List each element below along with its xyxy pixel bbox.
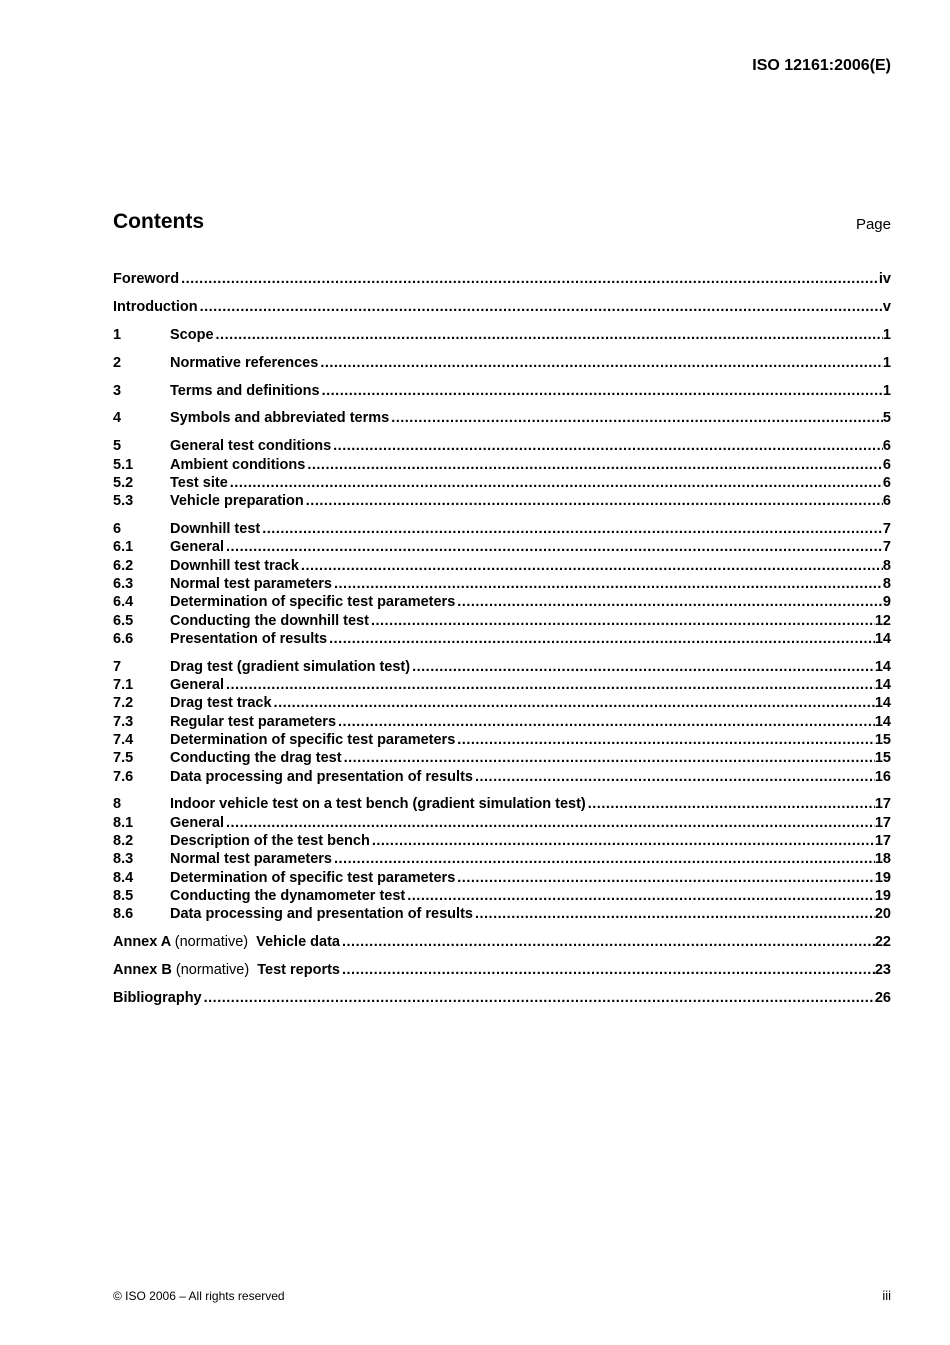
- toc-section-title: Conducting the downhill test: [170, 612, 369, 629]
- toc-entry[interactable]: [113, 456, 891, 474]
- toc-page-number: 8: [882, 576, 891, 593]
- toc-section-title: Normal test parameters: [170, 851, 332, 868]
- toc-section-number: 8.1: [113, 814, 134, 831]
- toc-dot-leader: [586, 795, 875, 813]
- toc-dot-leader: [332, 850, 875, 868]
- toc-section-title: Ambient conditions: [170, 456, 306, 473]
- toc-section-number: 8.4: [113, 869, 134, 886]
- annex-name: Test reports: [257, 962, 340, 979]
- toc-entry[interactable]: [113, 658, 891, 676]
- toc-page-number: 15: [874, 731, 891, 748]
- toc-page-number: 6: [882, 474, 891, 491]
- toc-dot-leader: [473, 768, 875, 786]
- toc-page-number: 17: [874, 833, 891, 850]
- toc-dot-leader: [198, 298, 883, 316]
- toc-section-number: 7.4: [113, 731, 134, 748]
- toc-page-number: 14: [874, 713, 891, 730]
- toc-annex-title: [113, 961, 340, 979]
- toc-section-title: Introduction: [113, 298, 198, 315]
- toc-section-title: Presentation of results: [170, 630, 328, 647]
- toc-page-number: 6: [882, 438, 891, 455]
- toc-section-title: General: [170, 677, 224, 694]
- toc-entry[interactable]: [113, 814, 891, 832]
- toc-dot-leader: [304, 492, 883, 510]
- toc-section-title: Terms and definitions: [170, 382, 320, 399]
- toc-dot-leader: [340, 933, 875, 951]
- toc-entry[interactable]: [113, 795, 891, 813]
- toc-page-number: 8: [882, 557, 891, 574]
- toc-section-number: 7.1: [113, 677, 134, 694]
- toc-section-title: General: [170, 814, 224, 831]
- toc-page-number: 17: [874, 814, 891, 831]
- toc-section-number: 8: [113, 796, 122, 813]
- toc-section-title: Downhill test track: [170, 557, 299, 574]
- toc-page-number: 7: [882, 521, 891, 538]
- toc-page-number: 7: [882, 539, 891, 556]
- toc-dot-leader: [336, 713, 875, 731]
- toc-section-title: Vehicle preparation: [170, 493, 304, 510]
- toc-dot-leader: [272, 694, 875, 712]
- toc-section-number: 6.1: [113, 539, 134, 556]
- toc-entry[interactable]: [113, 713, 891, 731]
- toc-section-title: Description of the test bench: [170, 833, 370, 850]
- toc-dot-leader: [342, 749, 875, 767]
- toc-entry-annex[interactable]: [113, 933, 891, 951]
- toc-page-number: 14: [874, 630, 891, 647]
- toc-entry[interactable]: [113, 538, 891, 556]
- toc-entry[interactable]: [113, 676, 891, 694]
- contents-title: Contents: [113, 210, 204, 233]
- toc-page-number: 18: [874, 851, 891, 868]
- toc-dot-leader: [332, 575, 883, 593]
- toc-section-number: 5: [113, 438, 122, 455]
- toc-section-number: 7.3: [113, 713, 134, 730]
- toc-section-number: 6.2: [113, 557, 134, 574]
- toc-section-title: Symbols and abbreviated terms: [170, 410, 390, 427]
- toc-dot-leader: [202, 989, 875, 1007]
- toc-dot-leader: [340, 961, 875, 979]
- toc-section-number: 6.6: [113, 630, 134, 647]
- toc-dot-leader: [260, 520, 883, 538]
- toc-page-number: 6: [882, 456, 891, 473]
- toc-dot-leader: [318, 354, 883, 372]
- toc-annex-title: [113, 933, 340, 951]
- toc-dot-leader: [320, 382, 883, 400]
- toc-entry[interactable]: [113, 382, 891, 400]
- annex-label: Annex A: [113, 934, 171, 951]
- toc-dot-leader: [305, 456, 883, 474]
- toc-page-number: 23: [874, 962, 891, 979]
- toc-section-number: 5.2: [113, 474, 134, 491]
- toc-dot-leader: [405, 887, 875, 905]
- toc-section-title: Normative references: [170, 354, 319, 371]
- toc-dot-leader: [455, 731, 875, 749]
- toc-section-title: General: [170, 539, 224, 556]
- toc-entry-bibliography[interactable]: [113, 989, 891, 1007]
- toc-section-title: Determination of specific test parameters: [170, 869, 456, 886]
- toc-dot-leader: [473, 905, 875, 923]
- footer-page-number: iii: [882, 1288, 891, 1303]
- toc-dot-leader: [224, 814, 875, 832]
- toc-page-number: 6: [882, 493, 891, 510]
- toc-section-number: 2: [113, 354, 122, 371]
- toc-section-number: 7.2: [113, 695, 134, 712]
- toc-entry[interactable]: [113, 694, 891, 712]
- toc-section-number: 7: [113, 658, 122, 675]
- toc-section-title: Determination of specific test parameters: [170, 594, 456, 611]
- toc-page-number: 1: [882, 326, 891, 343]
- toc-dot-leader: [224, 538, 883, 556]
- toc-section-title: General test conditions: [170, 438, 332, 455]
- toc-entry[interactable]: [113, 409, 891, 427]
- toc-entry-annex[interactable]: [113, 961, 891, 979]
- toc-section-number: 6.5: [113, 612, 134, 629]
- toc-entry[interactable]: [113, 575, 891, 593]
- toc-section-title: Drag test (gradient simulation test): [170, 658, 411, 675]
- toc-entry[interactable]: [113, 768, 891, 786]
- toc-section-number: 6.3: [113, 576, 134, 593]
- toc-dot-leader: [455, 869, 875, 887]
- toc-page-number: 1: [882, 354, 891, 371]
- footer-copyright: © ISO 2006 – All rights reserved: [113, 1289, 285, 1303]
- toc-section-title: Data processing and presentation of results: [170, 906, 473, 923]
- toc-entry[interactable]: [113, 492, 891, 510]
- page-column-label: Page: [855, 216, 891, 233]
- toc-page-number: 9: [882, 594, 891, 611]
- toc-dot-leader: [228, 474, 883, 492]
- toc-dot-leader: [224, 676, 875, 694]
- toc-section-number: 8.3: [113, 851, 134, 868]
- toc-section-number: 3: [113, 382, 122, 399]
- toc-page-number: iv: [878, 271, 891, 287]
- toc-dot-leader: [455, 593, 883, 611]
- toc-entry[interactable]: [113, 630, 891, 648]
- toc-page-number: 14: [874, 695, 891, 712]
- toc-page-number: 17: [874, 796, 891, 813]
- toc-section-title: Downhill test: [170, 521, 261, 538]
- toc-section-title: Foreword: [113, 271, 180, 287]
- toc-section-number: 5.3: [113, 493, 134, 510]
- toc-page-number: 19: [874, 887, 891, 904]
- toc-section-number: 8.6: [113, 906, 134, 923]
- toc-dot-leader: [370, 832, 875, 850]
- toc-dot-leader: [369, 612, 875, 630]
- annex-label: Annex B: [113, 962, 172, 979]
- toc-page-number: 14: [874, 658, 891, 675]
- toc-section-title: Conducting the dynamometer test: [170, 887, 406, 904]
- toc-dot-leader: [327, 630, 875, 648]
- toc-entry[interactable]: [113, 474, 891, 492]
- toc-section-title: Drag test track: [170, 695, 272, 712]
- toc-dot-leader: [299, 557, 883, 575]
- table-of-contents: [113, 270, 891, 1007]
- toc-entry[interactable]: [113, 850, 891, 868]
- toc-entry[interactable]: [113, 593, 891, 611]
- toc-section-number: 6.4: [113, 594, 134, 611]
- toc-page-number: 22: [874, 934, 891, 951]
- toc-page-number: 1: [882, 382, 891, 399]
- toc-entry[interactable]: [113, 905, 891, 923]
- toc-page-number: 5: [882, 410, 891, 427]
- toc-entry[interactable]: [113, 326, 891, 344]
- toc-page-number: 26: [874, 989, 891, 1006]
- toc-entry[interactable]: [113, 869, 891, 887]
- toc-section-title: Normal test parameters: [170, 576, 332, 593]
- annex-name: Vehicle data: [256, 934, 340, 951]
- toc-section-number: 1: [113, 326, 122, 343]
- annex-status: (normative): [175, 962, 250, 979]
- toc-section-title: Scope: [170, 326, 214, 343]
- toc-section-number: 8.2: [113, 833, 134, 850]
- toc-dot-leader: [179, 270, 879, 288]
- toc-entry[interactable]: [113, 557, 891, 575]
- toc-section-number: 8.5: [113, 887, 134, 904]
- annex-status: (normative): [174, 934, 249, 951]
- toc-dot-leader: [389, 409, 883, 427]
- toc-entry[interactable]: [113, 270, 891, 288]
- toc-page-number: 16: [874, 768, 891, 785]
- toc-section-title: Indoor vehicle test on a test bench (gradient simulation test): [170, 796, 586, 813]
- toc-section-number: 7.6: [113, 768, 134, 785]
- toc-entry[interactable]: [113, 437, 891, 455]
- toc-entry[interactable]: [113, 832, 891, 850]
- toc-entry[interactable]: [113, 749, 891, 767]
- toc-page-number: 19: [874, 869, 891, 886]
- toc-section-title: Regular test parameters: [170, 713, 337, 730]
- toc-entry[interactable]: [113, 520, 891, 538]
- toc-section-title: Test site: [170, 474, 228, 491]
- toc-dot-leader: [214, 326, 883, 344]
- toc-section-title: Data processing and presentation of results: [170, 768, 473, 785]
- toc-entry[interactable]: [113, 298, 891, 316]
- toc-section-title: Bibliography: [113, 989, 202, 1006]
- toc-entry[interactable]: [113, 612, 891, 630]
- toc-entry[interactable]: [113, 731, 891, 749]
- toc-page-number: v: [882, 298, 891, 315]
- toc-entry[interactable]: [113, 887, 891, 905]
- toc-entry[interactable]: [113, 354, 891, 372]
- toc-page-number: 15: [874, 750, 891, 767]
- toc-section-number: 4: [113, 410, 122, 427]
- toc-section-title: Conducting the drag test: [170, 750, 342, 767]
- toc-dot-leader: [331, 437, 883, 455]
- toc-page-number: 14: [874, 677, 891, 694]
- toc-section-number: 7.5: [113, 750, 134, 767]
- toc-section-number: 5.1: [113, 456, 134, 473]
- toc-page-number: 12: [874, 612, 891, 629]
- toc-section-title: Determination of specific test parameters: [170, 731, 456, 748]
- toc-dot-leader: [410, 658, 875, 676]
- toc-page-number: 20: [874, 906, 891, 923]
- toc-section-number: 6: [113, 521, 122, 538]
- document-id: ISO 12161:2006(E): [752, 57, 891, 74]
